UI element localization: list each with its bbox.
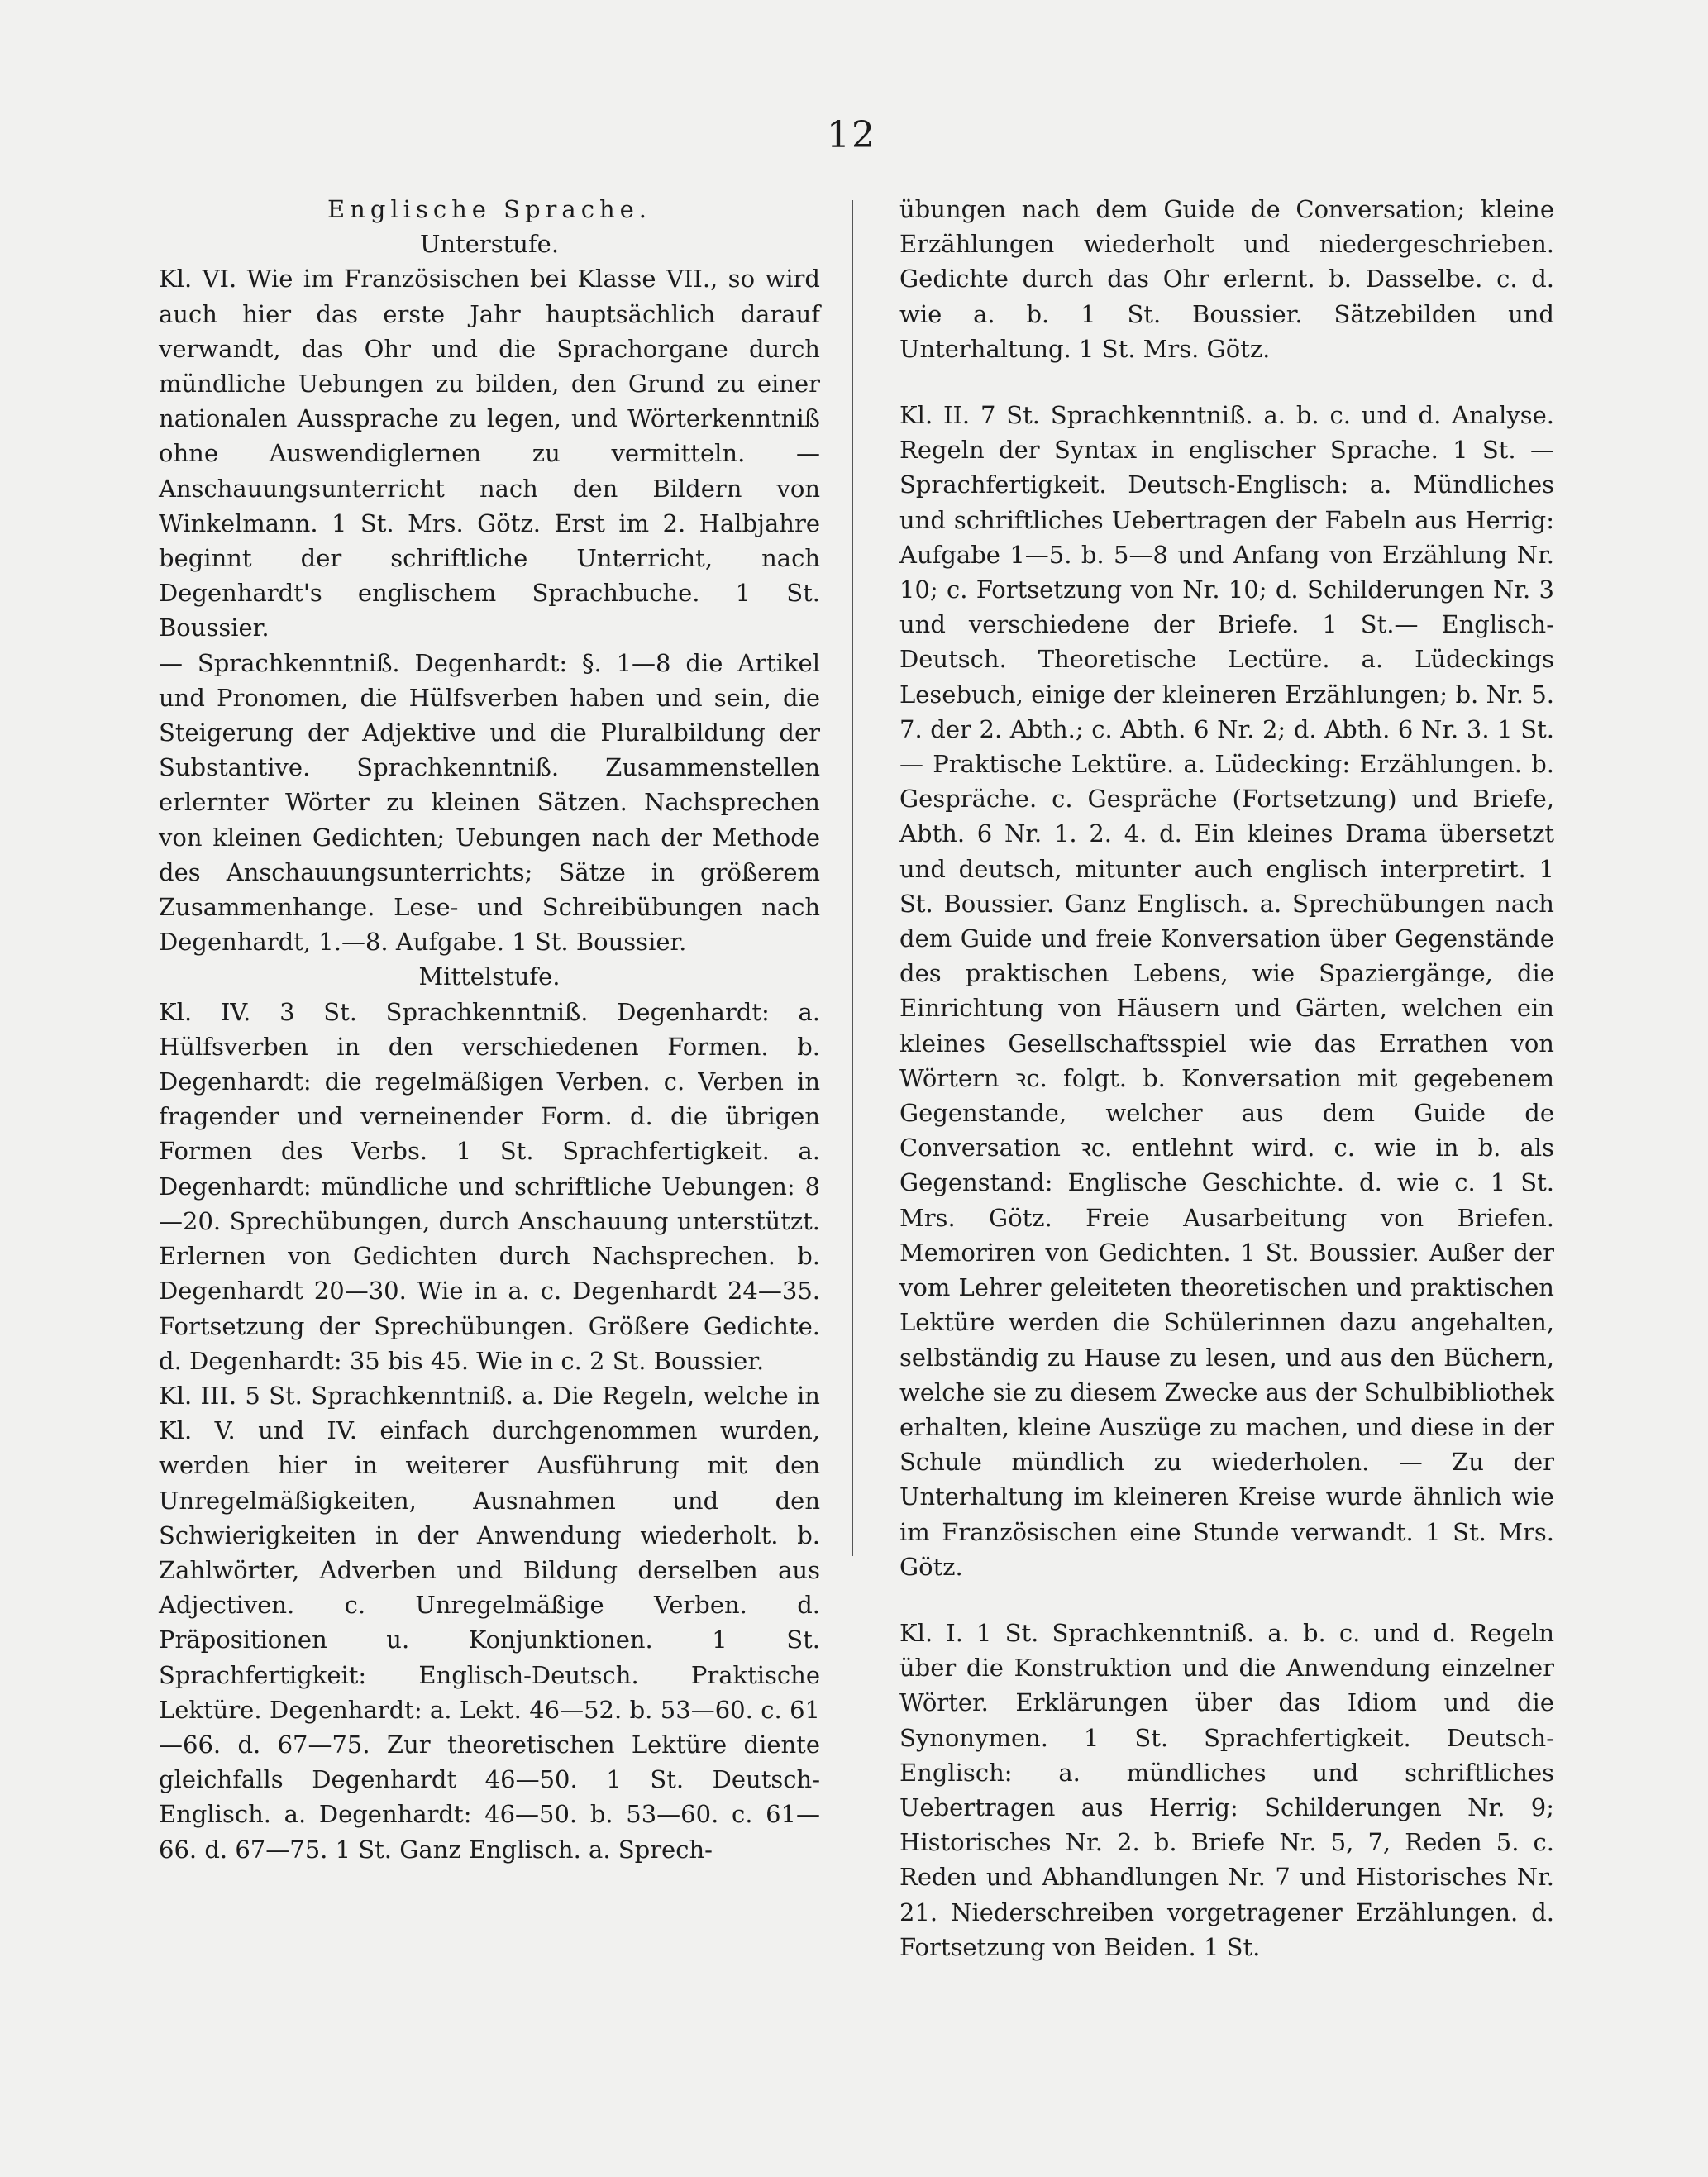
- section-title: Englische Sprache.: [327, 195, 652, 223]
- paragraph-kl-ii: Kl. II. 7 St. Sprachkenntniß. a. b. c. und d. Analyse. Regeln der Syntax in englischer Sprache. 1 St. — Sprachfertigkeit. Deutsch-Englisch: a. Mündliches und schriftliches Uebertragen der Fabeln aus Herrig: Aufgabe 1—5. b. 5—8 und Anfang von Erzählung Nr. 10; c. Fortsetzung von Nr. 10; d. Schilderungen Nr. 3 und verschiedene der Briefe. 1 St.— Englisch-Deutsch. Theoretische Lectüre. a. Lüdeckings Lesebuch, einige der kleineren Erzählungen; b. Nr. 5. 7. der 2. Abth.; c. Abth. 6 Nr. 2; d. Abth. 6 Nr. 3. 1 St. — Praktische Lektüre. a. Lüdecking: Erzählungen. b. Gespräche. c. Gespräche (Fortsetzung) und Briefe, Abth. 6 Nr. 1. 2. 4. d. Ein kleines Drama übersetzt und deutsch, mitunter auch englisch interpretirt. 1 St. Boussier. Ganz Englisch. a. Sprechübungen nach dem Guide und freie Konversation über Gegenstände des praktischen Lebens, wie Spaziergänge, die Einrichtung von Häusern und Gärten, welchen ein kleines Gesellschaftsspiel wie das Errathen von Wörtern ꝛc. folgt. b. Konversation mit gegebenem Gegenstande, welcher aus dem Guide de Conversation ꝛc. entlehnt wird. c. wie in b. als Gegenstand: Englische Geschichte. d. wie c. 1 St. Mrs. Götz. Freie Ausarbeitung von Briefen. Memoriren von Gedichten. 1 St. Boussier. Außer der vom Lehrer geleiteten theoretischen und praktischen Lektüre werden die Schülerinnen dazu angehalten, selbständig zu Hause zu lesen, und aus den Büchern, welche sie zu diesem Zwecke aus der Schulbibliothek erhalten, kleine Auszüge zu machen, und diese in der Schule mündlich zu wiederholen. — Zu der Unterhaltung im kleineren Kreise wurde ähnlich wie im Französischen eine Stunde verwandt. 1 St. Mrs. Götz.: [899, 401, 1554, 1581]
- subheading-unterstufe: Unterstufe.: [419, 230, 560, 259]
- paragraph-kl-iii: Kl. III. 5 St. Sprachkenntniß. a. Die Regeln, welche in Kl. V. und IV. einfach durchgenommen wurden, werden hier in weiterer Ausführung mit den Unregelmäßigkeiten, Ausnahmen und den Schwierigkeiten in der Anwendung wiederholt. b. Zahlwörter, Adverben und Bildung derselben aus Adjectiven. c. Unregelmäßige Verben. d. Präpositionen u. Konjunktionen. 1 St. Sprachfertigkeit: Englisch-Deutsch. Praktische Lektüre. Degenhardt: a. Lekt. 46—52. b. 53—60. c. 61—66. d. 67—75. Zur theoretischen Lektüre diente gleichfalls Degenhardt 46—50. 1 St. Deutsch-Englisch. a. Degenhardt: 46—50. b. 53—60. c. 61—66. d. 67—75. 1 St. Ganz Englisch. a. Sprech-: [159, 1381, 820, 1864]
- left-column: [159, 192, 820, 1867]
- paragraph-kl-v: — Sprachkenntniß. Degenhardt: §. 1—8 die Artikel und Pronomen, die Hülfsverben haben und sein, die Steigerung der Adjektive und die Pluralbildung der Substantive. Sprachkenntniß. Zusammenstellen erlernter Wörter zu kleinen Sätzen. Nachsprechen von kleinen Gedichten; Uebungen nach der Methode des Anschauungsunterrichts; Sätze in größerem Zusammenhange. Lese- und Schreibübungen nach Degenhardt, 1.—8. Aufgabe. 1 St. Boussier.: [159, 648, 820, 957]
- paragraph-continuation: übungen nach dem Guide de Conversation; kleine Erzählungen wiederholt und niedergeschrieben. Gedichte durch das Ohr erlernt. b. Dasselbe. c. d. wie a. b. 1 St. Boussier. Sätzebilden und Unterhaltung. 1 St. Mrs. Götz.: [899, 195, 1554, 363]
- paragraph-kl-i: Kl. I. 1 St. Sprachkenntniß. a. b. c. und d. Regeln über die Konstruktion und die Anwendung einzelner Wörter. Erklärungen über das Idiom und die Synonymen. 1 St. Sprachfertigkeit. Deutsch-Englisch: a. mündliches und schriftliches Uebertragen aus Herrig: Schilderungen Nr. 9; Historisches Nr. 2. b. Briefe Nr. 5, 7, Reden 5. c. Reden und Abhandlungen Nr. 7 und Historisches Nr. 21. Niederschreiben vorgetragener Erzählungen. d. Fortsetzung von Beiden. 1 St.: [899, 1618, 1554, 1961]
- right-column: [899, 192, 1554, 1965]
- paragraph-kl-vi: Kl. VI. Wie im Französischen bei Klasse VII., so wird auch hier das erste Jahr hauptsächlich darauf verwandt, das Ohr und die Sprachorgane durch mündliche Uebungen zu bilden, den Grund zu einer nationalen Aussprache zu legen, und Wörterkenntniß ohne Auswendiglernen zu vermitteln. — Anschauungsunterricht nach den Bildern von Winkelmann. 1 St. Mrs. Götz. Erst im 2. Halbjahre beginnt der schriftliche Unterricht, nach Degenhardt's englischem Sprachbuche. 1 St. Boussier.: [159, 265, 820, 642]
- paragraph-kl-iv: Kl. IV. 3 St. Sprachkenntniß. Degenhardt: a. Hülfsverben in den verschiedenen Formen. b. Degenhardt: die regelmäßigen Verben. c. Verben in fragender und verneinender Form. d. die übrigen Formen des Verbs. 1 St. Sprachfertigkeit. a. Degenhardt: mündliche und schriftliche Uebungen: 8—20. Sprechübungen, durch Anschauung unterstützt. Erlernen von Gedichten durch Nachsprechen. b. Degenhardt 20—30. Wie in a. c. Degenhardt 24—35. Fortsetzung der Sprechübungen. Größere Gedichte. d. Degenhardt: 35 bis 45. Wie in c. 2 St. Boussier.: [159, 997, 820, 1375]
- column-divider: [852, 200, 853, 1556]
- page-number: 12: [827, 114, 876, 156]
- subheading-mittelstufe: Mittelstufe.: [418, 962, 561, 991]
